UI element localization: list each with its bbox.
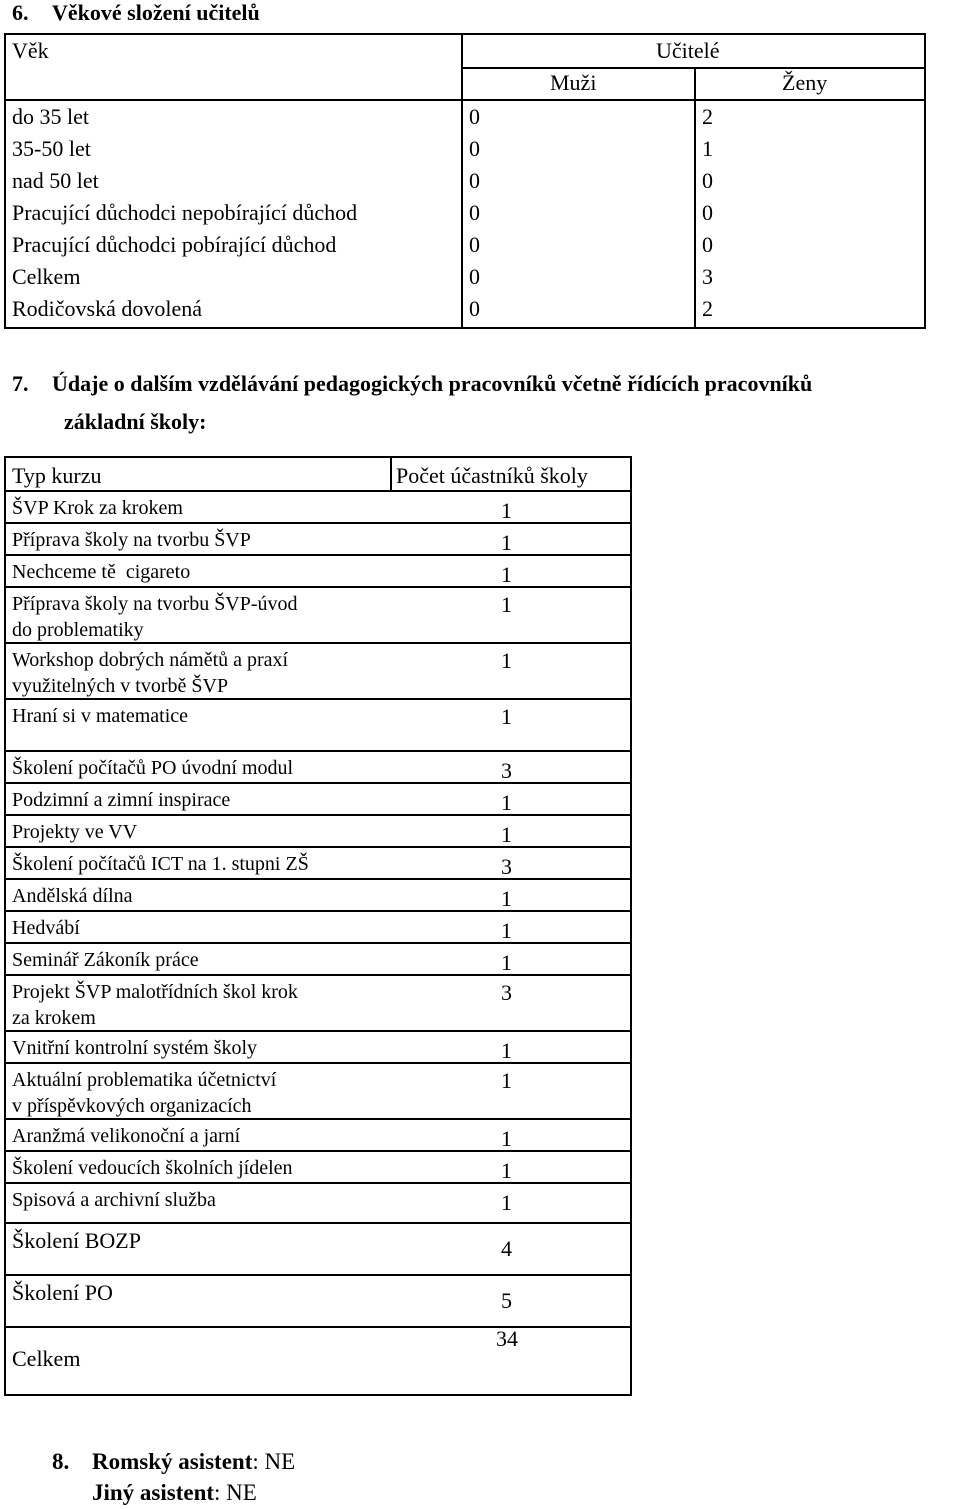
age-row-label: Pracující důchodci nepobírající důchod	[12, 200, 358, 225]
course-name: Školení vedoucích školních jídelen	[12, 1157, 293, 1179]
course-name: Podzimní a zimní inspirace	[12, 789, 231, 811]
age-row-men: 0	[469, 200, 480, 225]
age-row-men: 0	[469, 296, 480, 321]
participant-count: 1	[501, 886, 512, 911]
table-row	[6, 522, 630, 554]
table-divider	[694, 67, 696, 327]
section-8-number: 8.	[52, 1449, 70, 1474]
table-row	[6, 910, 630, 942]
course-name: ŠVP Krok za krokem	[12, 497, 183, 519]
age-row-men: 0	[469, 136, 480, 161]
section-8-line1	[52, 1446, 295, 1478]
course-name: Nechceme tě cigareto	[12, 561, 191, 583]
age-row-women: 2	[702, 104, 713, 129]
participant-count: 1	[501, 648, 512, 673]
table-row	[6, 750, 630, 782]
course-name: Aranžmá velikonoční a jarní	[12, 1125, 241, 1147]
col-teachers-header: Učitelé	[656, 38, 720, 63]
age-row-women: 0	[702, 200, 713, 225]
course-name: Projekty ve VV	[12, 821, 138, 843]
age-row-women: 3	[702, 264, 713, 289]
table-divider	[461, 35, 463, 327]
age-row-women: 1	[702, 136, 713, 161]
roma-assistant-value: : NE	[252, 1449, 296, 1474]
course-name: Příprava školy na tvorbu ŠVP	[12, 529, 251, 551]
participant-count: 1	[501, 530, 512, 555]
age-row-label: Celkem	[12, 264, 81, 289]
participant-count: 1	[501, 704, 512, 729]
course-name: Školení počítačů ICT na 1. stupni ZŠ	[12, 853, 309, 875]
col-count-header: Počet účastníků školy	[396, 463, 588, 488]
table-row	[6, 1118, 630, 1150]
participant-count: 34	[496, 1326, 518, 1351]
course-name: Hedvábí	[12, 917, 80, 939]
course-name: Školení BOZP	[12, 1228, 141, 1253]
section-7-title-line2: základní školy:	[64, 409, 207, 434]
course-name: Školení PO	[12, 1280, 113, 1305]
roma-assistant-label: Romský asistent	[92, 1449, 253, 1474]
section-8-line2	[92, 1478, 257, 1508]
course-name: Spisová a archivní služba	[12, 1189, 216, 1211]
table-row	[6, 554, 630, 586]
table-row	[6, 698, 630, 750]
course-name: Aktuální problematika účetnictví v příspěvkových organizacích	[12, 1069, 277, 1117]
table-row	[6, 942, 630, 974]
section-6-title: Věkové složení učitelů	[52, 0, 260, 25]
table-header-row	[6, 458, 630, 490]
participant-count: 3	[501, 854, 512, 879]
table-divider	[6, 99, 924, 101]
participant-count: 1	[501, 790, 512, 815]
participant-count: 1	[501, 822, 512, 847]
age-row-label: nad 50 let	[12, 168, 99, 193]
table-row	[6, 974, 630, 1030]
participant-count: 1	[501, 1158, 512, 1183]
participant-count: 1	[501, 918, 512, 943]
table-row	[6, 1062, 630, 1118]
other-assistant-value: : NE	[214, 1480, 257, 1505]
participant-count: 1	[501, 1068, 512, 1093]
table-row	[6, 1030, 630, 1062]
age-row-men: 0	[469, 232, 480, 257]
age-row-women: 0	[702, 168, 713, 193]
other-assistant-label: Jiný asistent	[92, 1480, 215, 1505]
table-row	[6, 1274, 630, 1326]
age-row-label: do 35 let	[12, 104, 89, 129]
age-row-label: Rodičovská dovolená	[12, 296, 203, 321]
course-name: Projekt ŠVP malotřídních škol krok za krokem	[12, 981, 298, 1029]
course-name: Workshop dobrých námětů a praxí využitelných v tvorbě ŠVP	[12, 649, 289, 697]
course-name: Seminář Zákoník práce	[12, 949, 199, 971]
table-row	[6, 1326, 630, 1374]
participant-count: 1	[501, 498, 512, 523]
participant-count: 3	[501, 980, 512, 1005]
participant-count: 1	[501, 1038, 512, 1063]
participant-count: 1	[501, 950, 512, 975]
section-7-title-line1: Údaje o dalším vzdělávání pedagogických pracovníků včetně řídících pracovníků	[52, 371, 813, 396]
participant-count: 5	[501, 1288, 512, 1313]
age-row-label: 35-50 let	[12, 136, 91, 161]
teachers-age-table	[4, 33, 926, 329]
section-7-number: 7.	[12, 371, 29, 396]
course-name: Vnitřní kontrolní systém školy	[12, 1037, 257, 1059]
participant-count: 1	[501, 592, 512, 617]
participant-count: 1	[501, 562, 512, 587]
age-row-label: Pracující důchodci pobírající důchod	[12, 232, 337, 257]
course-name: Příprava školy na tvorbu ŠVP-úvod do problematiky	[12, 593, 298, 641]
section-6-number: 6.	[12, 0, 29, 25]
table-row	[6, 490, 630, 522]
participant-count: 3	[501, 758, 512, 783]
table-row	[6, 814, 630, 846]
table-row	[6, 1150, 630, 1182]
age-row-men: 0	[469, 104, 480, 129]
training-courses-table	[4, 456, 632, 1396]
participant-count: 1	[501, 1126, 512, 1151]
participant-count: 1	[501, 1190, 512, 1215]
col-women-header: Ženy	[782, 70, 828, 95]
table-divider	[461, 67, 924, 69]
table-row	[6, 1182, 630, 1222]
participant-count: 4	[501, 1236, 512, 1261]
table-row	[6, 586, 630, 642]
col-men-header: Muži	[550, 70, 597, 95]
age-row-men: 0	[469, 264, 480, 289]
table-row	[6, 1222, 630, 1274]
table-row	[6, 782, 630, 814]
course-name: Celkem	[12, 1346, 81, 1371]
col-type-header: Typ kurzu	[12, 463, 102, 488]
age-row-women: 0	[702, 232, 713, 257]
course-name: Andělská dílna	[12, 885, 133, 907]
table-row	[6, 878, 630, 910]
course-name: Školení počítačů PO úvodní modul	[12, 757, 294, 779]
age-row-women: 2	[702, 296, 713, 321]
section-6-heading	[12, 0, 260, 26]
table-row	[6, 642, 630, 698]
age-row-men: 0	[469, 168, 480, 193]
table-row	[6, 846, 630, 878]
col-age-header: Věk	[12, 38, 49, 63]
course-name: Hraní si v matematice	[12, 705, 189, 727]
